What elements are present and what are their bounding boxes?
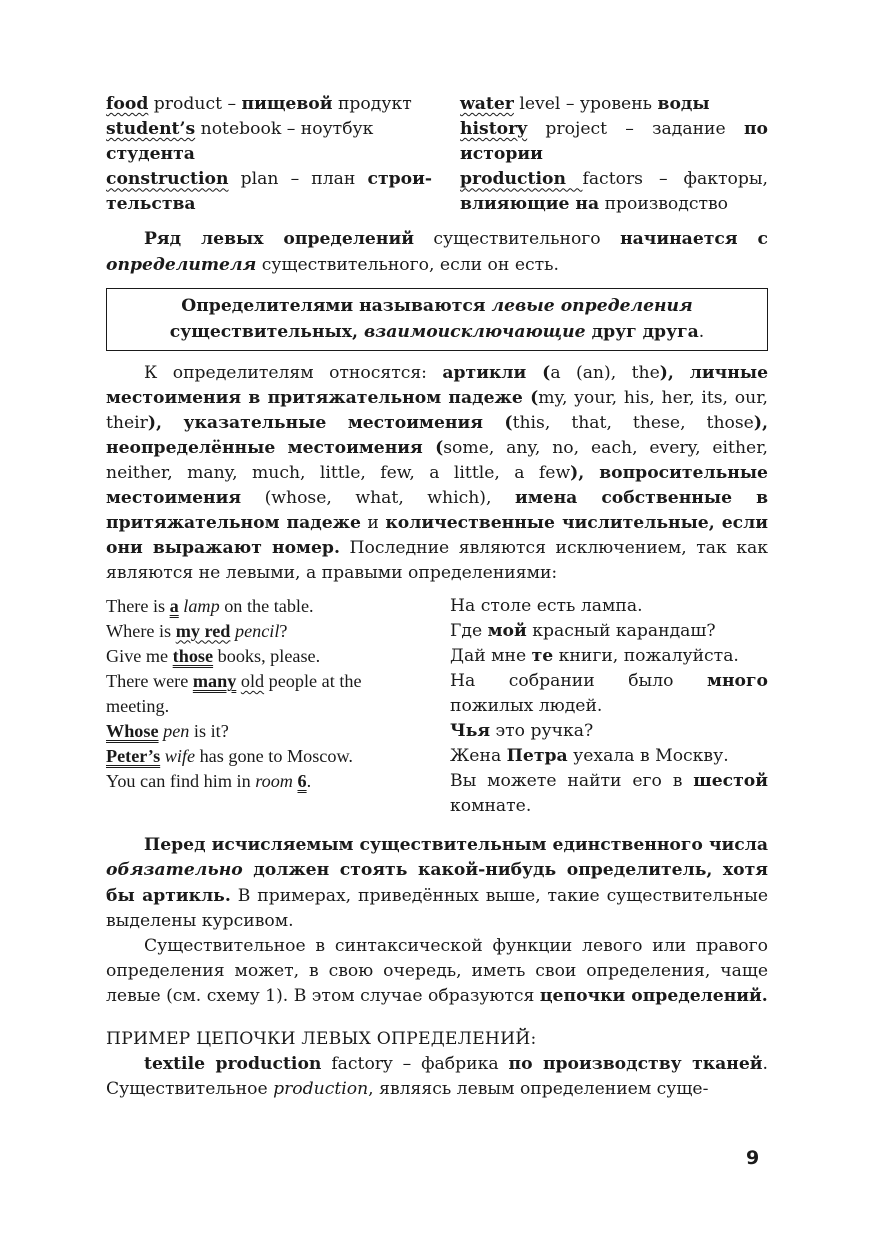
example-en: You can find him in room 6. bbox=[106, 771, 312, 792]
vocab-item: water level – уровень воды bbox=[460, 94, 710, 114]
example-ru: Вы можете найти его в шестой комнате. bbox=[450, 771, 768, 817]
example-en: Give me those books, please. bbox=[106, 645, 321, 666]
examples-english-column bbox=[106, 594, 430, 820]
vocab-item: history project – задание по истории bbox=[460, 119, 768, 165]
vocabulary-block bbox=[106, 92, 768, 217]
example-ru: На собрании было много пожилых людей. bbox=[450, 670, 768, 716]
example-en: There is a lamp on the table. bbox=[106, 595, 314, 616]
page-body bbox=[106, 92, 768, 1102]
examples-russian-column bbox=[450, 594, 768, 820]
example-ru: Дай мне те книги, пожалуйста. bbox=[450, 645, 739, 666]
vocabulary-left-column bbox=[106, 92, 432, 217]
paragraph-chain-example: textile production factory – фабрика по производству тканей. Существительное production, являясь левым определением суще- bbox=[106, 1054, 768, 1100]
page-number: 9 bbox=[746, 1147, 760, 1169]
example-en: Whose pen is it? bbox=[106, 720, 229, 741]
example-ru: Жена Петра уехала в Москву. bbox=[450, 746, 729, 767]
paragraph-left-determiners: Ряд левых определений существительного начинается с определителя существительного, если он есть. bbox=[106, 229, 768, 275]
rule-box: Определителями называются левые определения существительных, взаимоисключающие друг друга. bbox=[106, 288, 768, 351]
example-ru: Чья это ручка? bbox=[450, 720, 594, 741]
paragraph-countable-rule: Перед исчисляемым существительным единственного числа обязательно должен стоять какой-нибудь определитель, хотя бы артикль. В примерах, приведённых выше, такие существительные выделены курсивом. bbox=[106, 835, 768, 931]
example-ru: Где мой красный карандаш? bbox=[450, 620, 716, 641]
example-en: Where is my red pencil? bbox=[106, 620, 288, 641]
examples-table bbox=[106, 594, 768, 820]
paragraph-determiner-list: К определителям относятся: артикли (a (an), the), личные местоимения в притяжательном падеже (my, your, his, her, its, our, their), указательные местоимения (this, that, these, those), неопределённые местоимения (some, any, no, each, every, either, neither, many, much, little, few, a little, a few), вопросительные местоимения (whose, what, which), имена собственные в притяжательном падеже и количественные числительные, если они выражают номер. Последние являются исключением, так как являются не левыми, а правыми определениями: bbox=[106, 362, 769, 584]
vocab-item: food product – пищевой продукт bbox=[106, 94, 412, 114]
example-en: There were many old people at the meeting. bbox=[106, 670, 362, 716]
example-heading: ПРИМЕР ЦЕПОЧКИ ЛЕВЫХ ОПРЕДЕЛЕНИЙ: bbox=[106, 1029, 537, 1049]
paragraph-chains: Существительное в синтаксической функции левого или правого определения может, в свою очередь, иметь свои определения, чаще левые (см. схему 1). В этом случае образуются цепочки определений. bbox=[106, 935, 768, 1006]
example-ru: На столе есть лампа. bbox=[450, 595, 643, 616]
vocab-item: production factors – факторы, влияющие на производство bbox=[460, 169, 768, 215]
vocabulary-right-column bbox=[460, 92, 768, 217]
vocab-item: student’s notebook – ноутбук студента bbox=[106, 119, 374, 165]
example-en: Peter’s wife has gone to Moscow. bbox=[106, 746, 353, 767]
vocab-item: construction plan – план строи-тельства bbox=[106, 169, 432, 215]
